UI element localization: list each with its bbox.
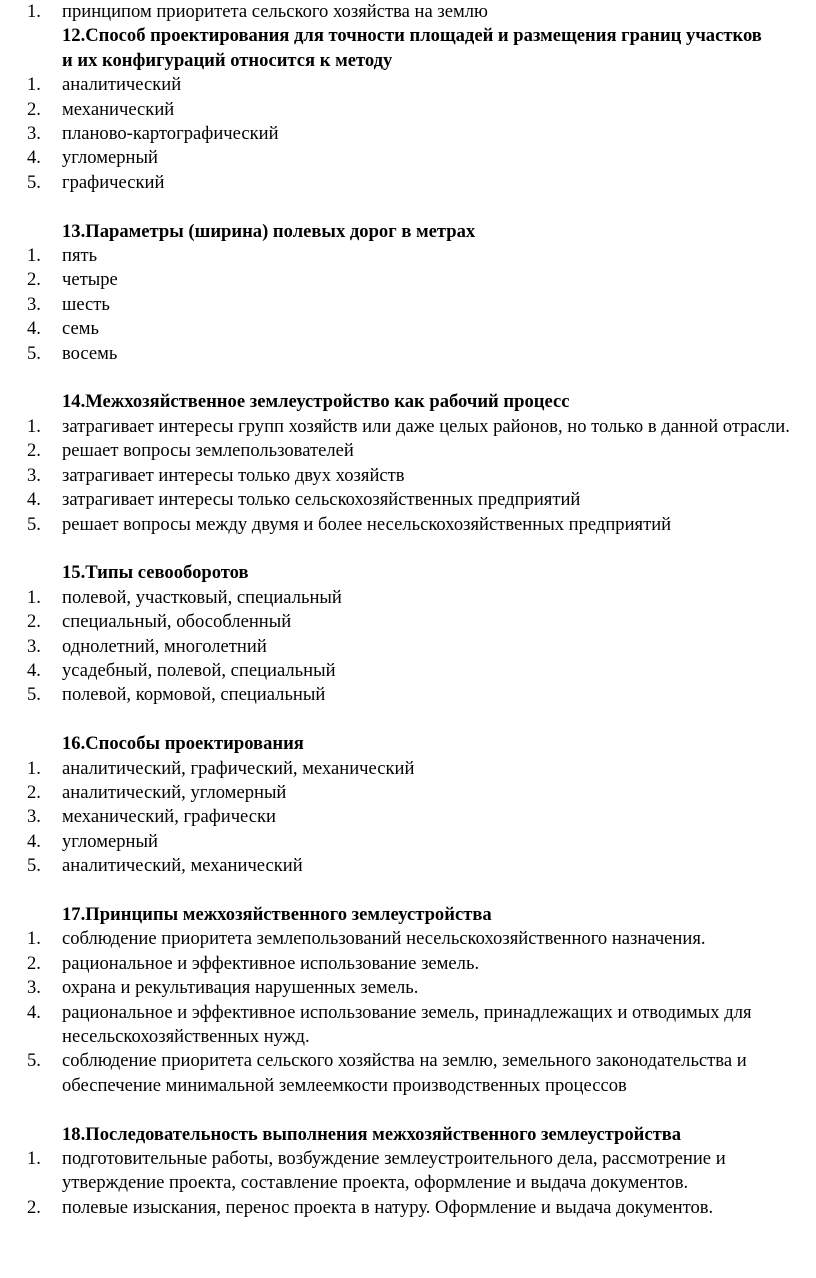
option-item — [0, 317, 816, 341]
option-item — [0, 415, 816, 439]
option-item — [0, 73, 816, 97]
option-item — [0, 293, 816, 317]
option-text: механический — [62, 98, 175, 120]
option-item — [0, 976, 816, 1000]
option-number: 5. — [27, 513, 41, 535]
option-number: 4. — [27, 830, 41, 852]
option-number: 3. — [27, 293, 41, 315]
option-text: однолетний, многолетний — [62, 635, 267, 657]
option-text: графический — [62, 171, 165, 193]
question-title: 18.Последовательность выполнения межхозяйственного землеустройства — [62, 1123, 682, 1145]
lead-block — [0, 0, 816, 24]
option-text: затрагивает интересы только двух хозяйств — [62, 464, 405, 486]
option-item — [0, 757, 816, 781]
option-item — [0, 854, 816, 878]
option-text: соблюдение приоритета землепользований несельскохозяйственного назначения. — [62, 928, 706, 950]
option-item — [0, 805, 816, 829]
question-title: 15.Типы севооборотов — [62, 562, 249, 584]
option-text: полевые изыскания, перенос проекта в натуру. Оформление и выдача документов. — [62, 1196, 714, 1218]
option-item — [0, 1147, 816, 1196]
option-text: полевой, участковый, специальный — [62, 586, 342, 608]
option-number: 2. — [27, 611, 41, 633]
option-text: решает вопросы между двумя и более несельскохозяйственных предприятий — [62, 513, 672, 535]
option-number: 3. — [27, 635, 41, 657]
option-item — [0, 98, 816, 122]
option-text: специальный, обособленный — [62, 611, 292, 633]
option-item — [0, 464, 816, 488]
question-title: 16.Способы проектирования — [62, 733, 304, 755]
option-item — [0, 146, 816, 170]
option-number: 1. — [27, 1148, 41, 1169]
option-item — [0, 830, 816, 854]
option-text: подготовительные работы, возбуждение землеустроительного дела, рассмотрение и утверждение проекта, составление проекта, оформление и выдача документов. — [62, 1148, 726, 1194]
option-text: шесть — [62, 293, 110, 315]
option-text: угломерный — [62, 830, 158, 852]
option-item — [0, 171, 816, 195]
question-block — [0, 1123, 816, 1221]
option-number: 4. — [27, 659, 41, 681]
question-title: 12.Способ проектирования для точности площадей и размещения границ участков и их конфигураций относится к методу — [62, 25, 762, 71]
option-item — [0, 635, 816, 659]
option-number: 4. — [27, 489, 41, 511]
option-item — [0, 0, 816, 24]
option-item — [0, 1196, 816, 1220]
option-number: 1. — [27, 586, 41, 608]
option-number: 3. — [27, 464, 41, 486]
option-text: охрана и рекультивация нарушенных земель. — [62, 977, 419, 999]
option-item — [0, 683, 816, 707]
option-text: рациональное и эффективное использование земель. — [62, 952, 480, 974]
option-number: 2. — [27, 98, 41, 120]
option-item — [0, 122, 816, 146]
option-text: принципом приоритета сельского хозяйства на землю — [62, 1, 488, 22]
option-number: 2. — [27, 269, 41, 291]
option-number: 4. — [27, 1001, 41, 1023]
option-item — [0, 659, 816, 683]
option-number: 1. — [27, 415, 41, 437]
option-item — [0, 513, 816, 537]
option-text: аналитический, угломерный — [62, 781, 287, 803]
question-block — [0, 220, 816, 366]
option-number: 5. — [27, 1050, 41, 1072]
option-text: затрагивает интересы только сельскохозяйственных предприятий — [62, 489, 581, 511]
option-text: семь — [62, 318, 99, 340]
option-number: 5. — [27, 684, 41, 706]
option-number: 5. — [27, 855, 41, 877]
option-text: усадебный, полевой, специальный — [62, 659, 336, 681]
option-text: планово-картографический — [62, 123, 279, 145]
option-text: соблюдение приоритета сельского хозяйства на землю, земельного законодательства и обеспечение минимальной землеемкости производственных процессов — [62, 1050, 747, 1096]
question-title: 14.Межхозяйственное землеустройство как рабочий процесс — [62, 391, 570, 413]
option-number: 3. — [27, 806, 41, 828]
option-number: 4. — [27, 147, 41, 169]
option-item — [0, 1001, 816, 1050]
question-block — [0, 903, 816, 1098]
option-item — [0, 244, 816, 268]
option-text: аналитический, графический, механический — [62, 757, 415, 779]
option-text: восемь — [62, 342, 118, 364]
option-text: угломерный — [62, 147, 158, 169]
question-title: 13.Параметры (ширина) полевых дорог в метрах — [62, 220, 476, 242]
question-block — [0, 561, 816, 707]
option-number: 1. — [27, 757, 41, 779]
option-text: полевой, кормовой, специальный — [62, 684, 326, 706]
questions-list — [0, 24, 816, 1220]
option-text: рациональное и эффективное использование земель, принадлежащих и отводимых для несельскохозяйственных нужд. — [62, 1001, 752, 1047]
option-text: механический, графически — [62, 806, 277, 828]
option-number: 1. — [27, 928, 41, 950]
question-title: 17.Принципы межхозяйственного землеустройства — [62, 903, 492, 925]
question-block — [0, 390, 816, 536]
option-number: 3. — [27, 977, 41, 999]
option-item — [0, 952, 816, 976]
option-number: 2. — [27, 1196, 41, 1218]
option-item — [0, 610, 816, 634]
option-item — [0, 342, 816, 366]
option-number: 1. — [27, 245, 41, 267]
option-text: четыре — [62, 269, 118, 291]
option-number: 1. — [27, 74, 41, 96]
option-number: 3. — [27, 123, 41, 145]
option-text: решает вопросы землепользователей — [62, 440, 354, 462]
option-item — [0, 488, 816, 512]
option-number: 5. — [27, 171, 41, 193]
option-text: затрагивает интересы групп хозяйств или даже целых районов, но только в данной отрасли. — [62, 415, 790, 437]
question-block — [0, 732, 816, 878]
option-item — [0, 268, 816, 292]
option-number: 2. — [27, 440, 41, 462]
option-item — [0, 586, 816, 610]
option-number: 1. — [27, 1, 41, 22]
option-text: пять — [62, 245, 98, 267]
option-number: 5. — [27, 342, 41, 364]
question-block — [0, 24, 816, 195]
option-item — [0, 1049, 816, 1098]
option-number: 2. — [27, 781, 41, 803]
option-number: 2. — [27, 952, 41, 974]
option-item — [0, 439, 816, 463]
option-number: 4. — [27, 318, 41, 340]
option-item — [0, 781, 816, 805]
option-item — [0, 927, 816, 951]
option-text: аналитический, механический — [62, 855, 303, 877]
option-text: аналитический — [62, 74, 182, 96]
